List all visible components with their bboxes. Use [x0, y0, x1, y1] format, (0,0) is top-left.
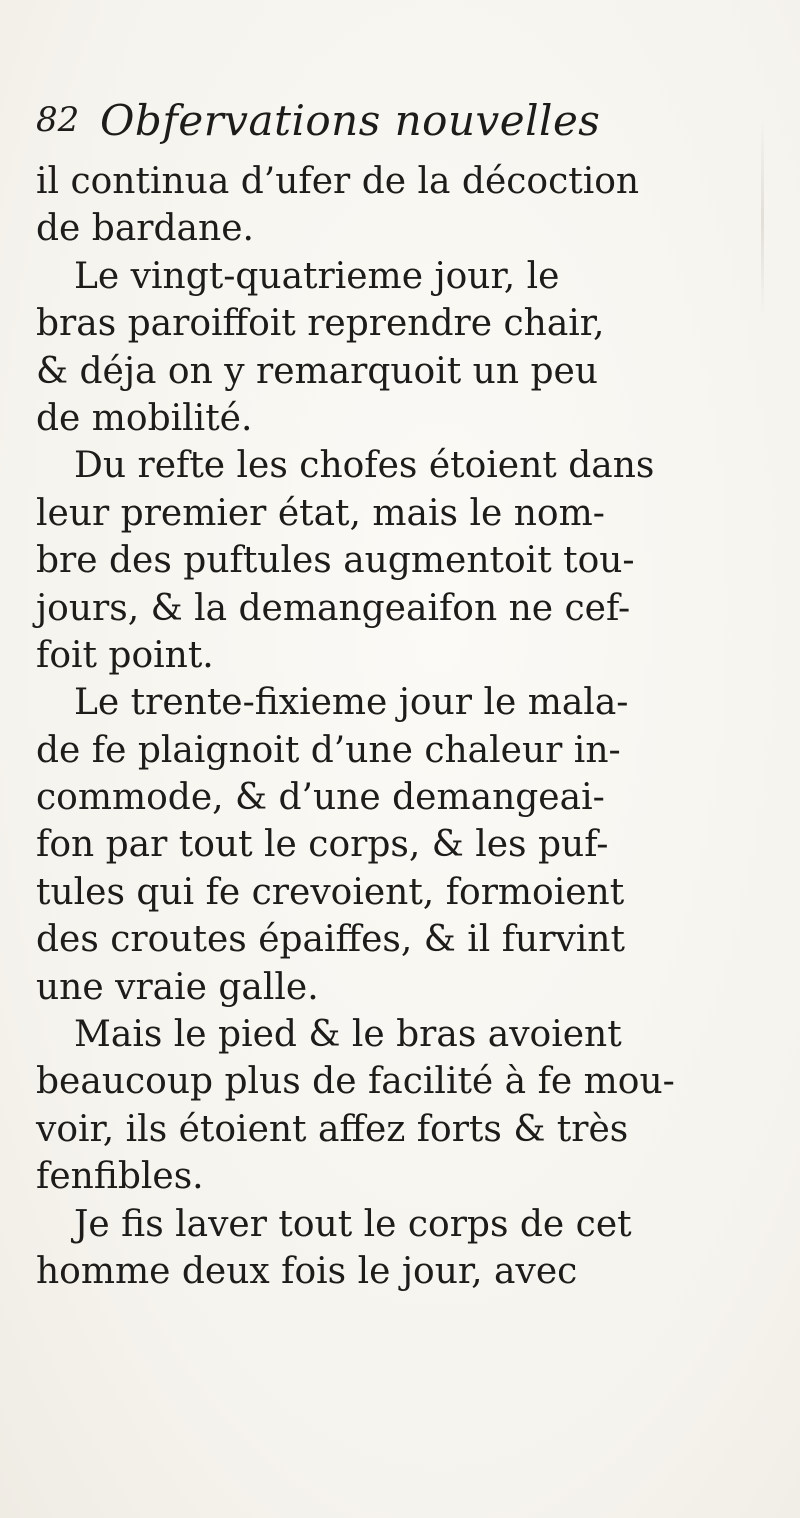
text-line: foit point. — [36, 634, 214, 676]
text-line: beaucoup plus de facilité à fe mou- — [36, 1061, 675, 1103]
text-line: jours, & la demangeaifon ne cef- — [36, 587, 631, 629]
text-line: de fe plaignoit d’une chaleur in- — [36, 729, 621, 771]
text-line: Le vingt-quatrieme jour, le — [74, 255, 560, 297]
text-line: commode, & d’une demangeai- — [36, 777, 605, 819]
page-number: 82 — [36, 100, 80, 140]
text-line: voir, ils étoient affez forts & très — [36, 1108, 629, 1150]
body-text — [36, 158, 776, 1295]
page-header — [36, 96, 736, 152]
text-line: bre des puftules augmentoit tou- — [36, 540, 635, 582]
running-title: Obfervations nouvelles — [100, 96, 601, 145]
text-line: une vraie galle. — [36, 966, 319, 1008]
text-line: homme deux fois le jour, avec — [36, 1250, 578, 1292]
text-line: de bardane. — [36, 208, 254, 250]
text-line: tules qui fe crevoient, formoient — [36, 871, 625, 913]
text-line: des croutes épaiffes, & il furvint — [36, 919, 625, 961]
text-line: Mais le pied & le bras avoient — [74, 1014, 622, 1056]
text-line: Je fis laver tout le corps de cet — [74, 1203, 632, 1245]
text-line: Le trente-fixieme jour le mala- — [74, 682, 629, 724]
text-line: fenfibles. — [36, 1156, 204, 1198]
text-line: Du refte les chofes étoient dans — [74, 445, 655, 487]
text-line: bras paroiffoit reprendre chair, — [36, 303, 605, 345]
text-line: il continua d’ufer de la décoction — [36, 161, 640, 202]
text-line: fon par tout le corps, & les puf- — [36, 824, 609, 866]
text-line: de mobilité. — [36, 397, 253, 439]
text-line: & déja on y remarquoit un peu — [36, 350, 598, 392]
text-line: leur premier état, mais le nom- — [36, 492, 605, 534]
